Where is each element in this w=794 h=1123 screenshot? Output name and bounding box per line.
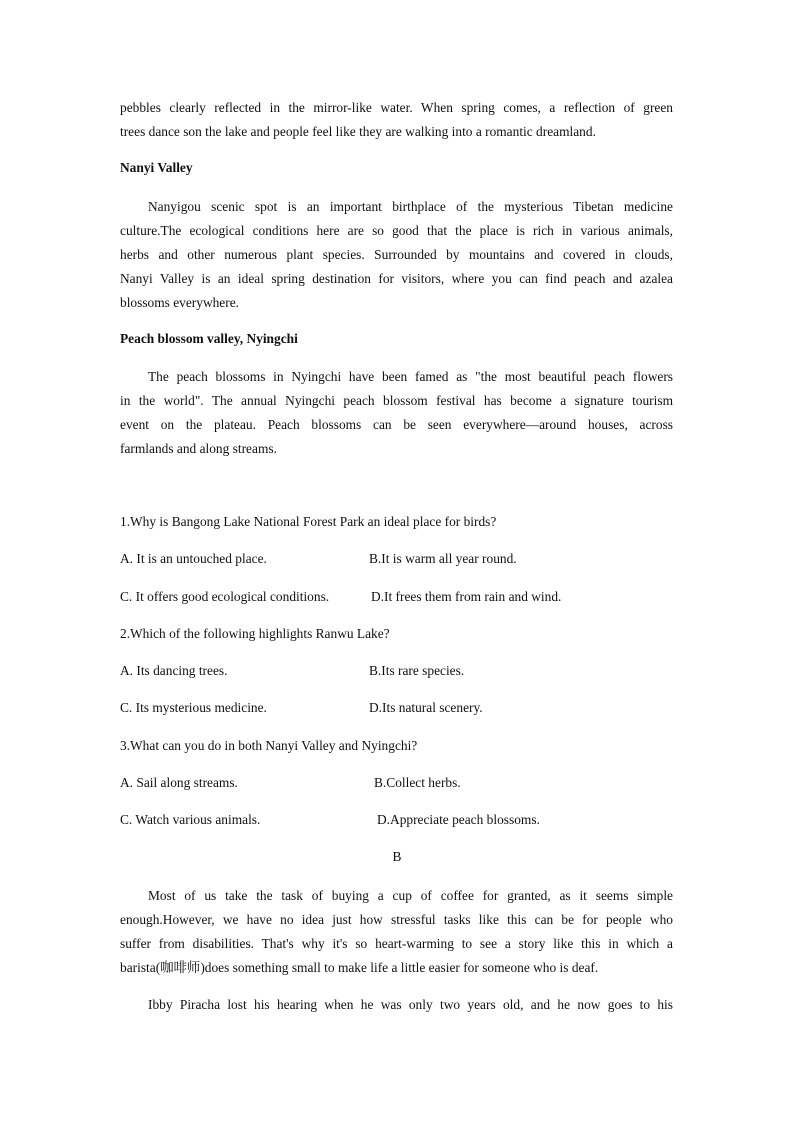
intro-line-1: pebbles clearly reflected in the mirror-like water. When spring comes, a reflection of green — [120, 100, 673, 115]
peach-paragraph — [120, 365, 673, 461]
section-b-paragraph-2 — [120, 993, 673, 1017]
q1-option-d: D.It frees them from rain and wind. — [371, 589, 562, 604]
question-2: 2.Which of the following highlights Ranwu Lake? — [120, 626, 390, 641]
q3-option-d: D.Appreciate peach blossoms. — [377, 812, 540, 827]
intro-line-2: trees dance son the lake and people feel like they are walking into a romantic dreamland. — [120, 124, 596, 139]
peach-line-2: in the world". The annual Nyingchi peach blossom festival has become a signature tourism — [120, 393, 673, 408]
nanyi-line-2: culture.The ecological conditions here are so good that the place is rich in various animals, — [120, 223, 673, 238]
b-p2-line-1: Ibby Piracha lost his hearing when he was only two years old, and he now goes to his — [148, 997, 673, 1012]
q1-option-b: B.It is warm all year round. — [369, 551, 517, 566]
q2-option-a: A. Its dancing trees. — [120, 663, 228, 678]
q1-option-a: A. It is an untouched place. — [120, 551, 267, 566]
question-1: 1.Why is Bangong Lake National Forest Park an ideal place for birds? — [120, 514, 497, 529]
b-p1-line-2: enough.However, we have no idea just how stressful tasks like this can be for people who — [120, 912, 673, 927]
nanyi-line-5: blossoms everywhere. — [120, 295, 239, 310]
nanyi-line-3: herbs and other numerous plant species. Surrounded by mountains and covered in clouds, — [120, 247, 673, 262]
nanyi-line-4: Nanyi Valley is an ideal spring destination for visitors, where you can find peach and azalea — [120, 271, 673, 286]
nanyi-heading: Nanyi Valley — [120, 160, 193, 175]
b-p1-line-4: barista(咖啡师)does something small to make life a little easier for someone who is deaf. — [120, 960, 599, 975]
nanyi-line-1: Nanyigou scenic spot is an important birthplace of the mysterious Tibetan medicine — [148, 199, 673, 214]
q3-option-a: A. Sail along streams. — [120, 775, 238, 790]
b-p1-line-1: Most of us take the task of buying a cup of coffee for granted, as it seems simple — [148, 888, 673, 903]
section-b-label: B — [392, 849, 402, 864]
q1-option-c: C. It offers good ecological conditions. — [120, 589, 330, 604]
peach-line-1: The peach blossoms in Nyingchi have been famed as "the most beautiful peach flowers — [148, 369, 673, 384]
peach-line-4: farmlands and along streams. — [120, 441, 277, 456]
q3-option-c: C. Watch various animals. — [120, 812, 261, 827]
b-p1-line-3: suffer from disabilities. That's why it's so heart-warming to see a story like this in which a — [120, 936, 673, 951]
section-b-paragraph-1 — [120, 884, 673, 980]
q2-option-b: B.Its rare species. — [369, 663, 465, 678]
q3-option-b: B.Collect herbs. — [374, 775, 461, 790]
nanyi-paragraph — [120, 195, 673, 315]
q2-option-d: D.Its natural scenery. — [369, 700, 483, 715]
peach-line-3: event on the plateau. Peach blossoms can be seen everywhere—around houses, across — [120, 417, 673, 432]
question-3: 3.What can you do in both Nanyi Valley and Nyingchi? — [120, 738, 418, 753]
peach-heading: Peach blossom valley, Nyingchi — [120, 331, 298, 346]
q2-option-c: C. Its mysterious medicine. — [120, 700, 267, 715]
intro-paragraph — [120, 96, 673, 144]
